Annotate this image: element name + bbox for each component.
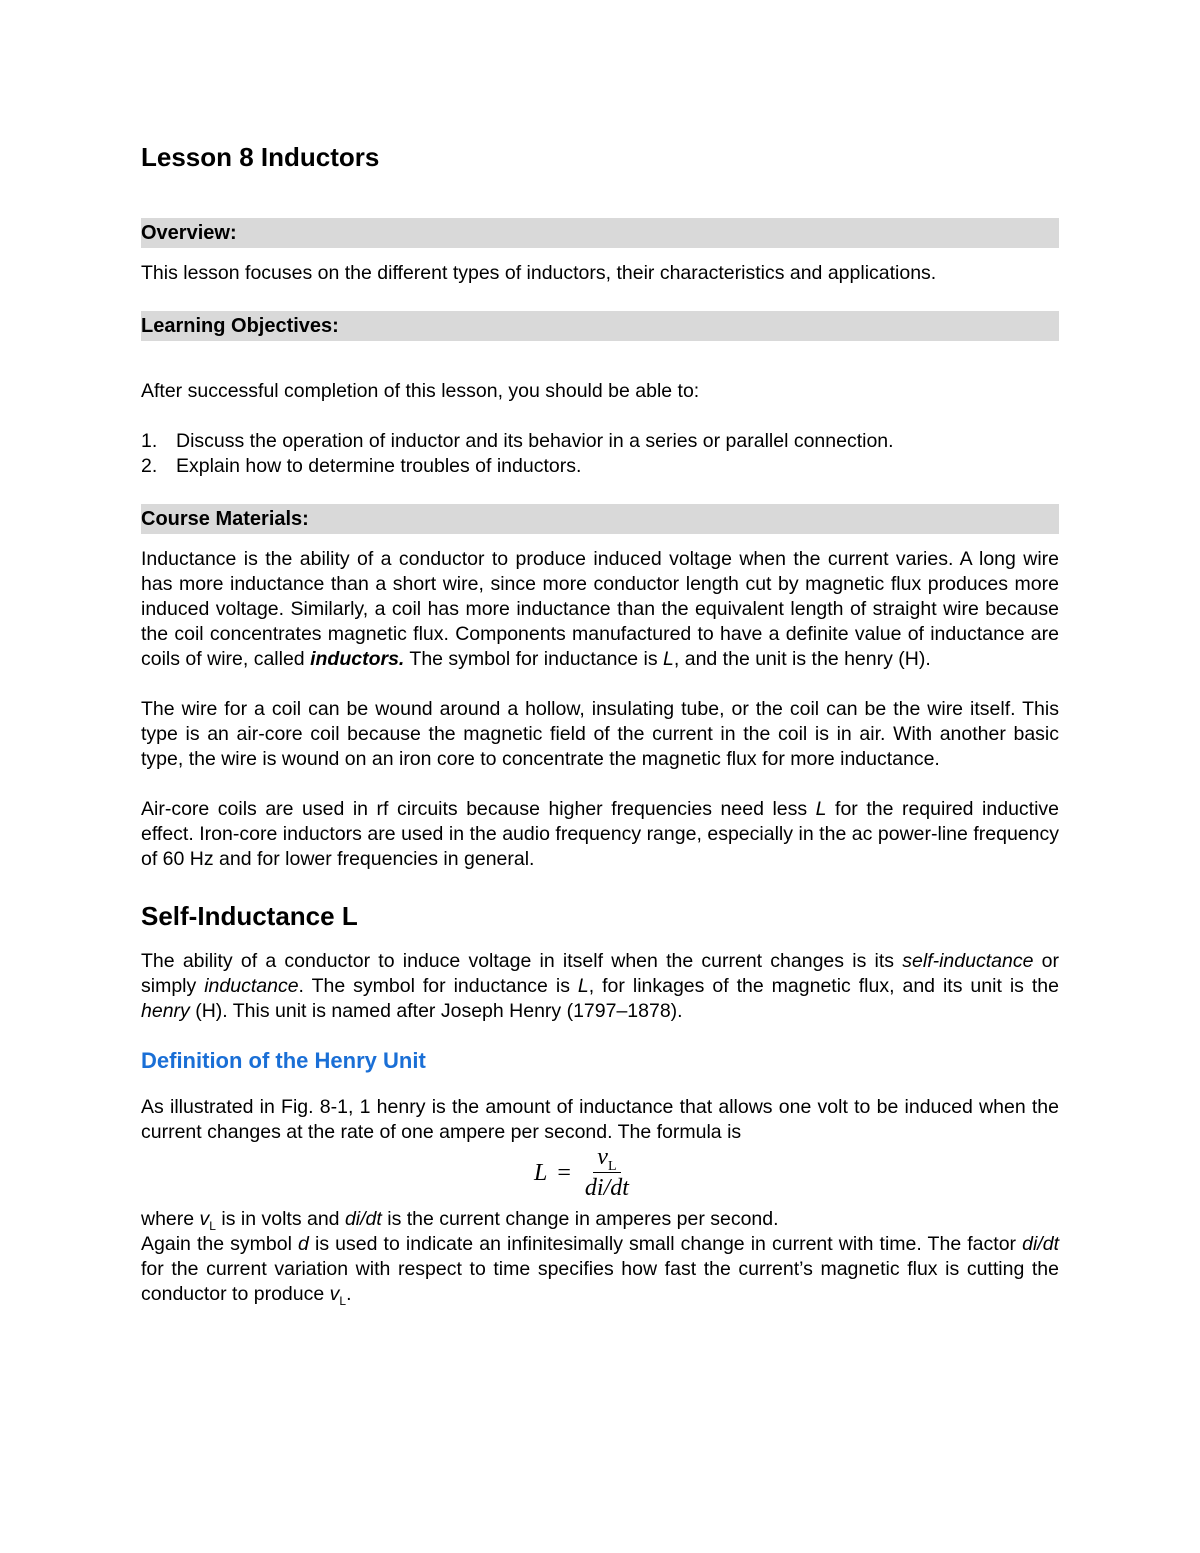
materials-paragraph-1: Inductance is the ability of a conductor to produce induced voltage when the current varies. A long wire has more inductance than a short wire, since more conductor length cut by magnetic flux produces more induced voltage. Similarly, a coil has more inductance than the equivalent length of straight wire because the coil concentrates magnetic flux. Components manufactured to have a definite value of inductance are coils of wire, called inductors. The symbol for inductance is L, and the unit is the henry (H). <box>141 548 1059 670</box>
list-item-text: Discuss the operation of inductor and its behavior in a series or parallel connection. <box>176 430 894 452</box>
henry-paragraph: As illustrated in Fig. 8-1, 1 henry is the amount of inductance that allows one volt to be induced when the current changes at the rate of one ampere per second. The formula is <box>141 1096 1059 1143</box>
self-inductance-paragraph: The ability of a conductor to induce voltage in itself when the current changes is its self-inductance or simply inductance. The symbol for inductance is L, for linkages of the magnetic flux, and its unit is the henry (H). This unit is named after Joseph Henry (1797–1878). <box>141 950 1059 1022</box>
materials-heading: Course Materials: <box>141 504 1059 534</box>
list-item-number: 1. <box>141 430 158 452</box>
formula-lhs: L <box>534 1159 548 1186</box>
materials-paragraph-2: The wire for a coil can be wound around a hollow, insulating tube, or the coil can be the wire itself. This type is an air-core coil because the magnetic field of the current in the coil is in air. With another basic type, the wire is wound on an iron core to concentrate the magnetic flux for more inductance. <box>141 698 1059 770</box>
list-item <box>141 429 1059 454</box>
overview-heading: Overview: <box>141 218 1059 248</box>
formula-numerator: $v_L$ <box>593 1144 620 1173</box>
objectives-intro: After successful completion of this lesson, you should be able to: <box>141 380 700 402</box>
objectives-list <box>141 429 1059 479</box>
overview-text: This lesson focuses on the different types of inductors, their characteristics and applications. <box>141 262 937 284</box>
page-title: Lesson 8 Inductors <box>141 142 380 172</box>
formula-denominator: di/dt <box>584 1175 629 1201</box>
list-item-text: Explain how to determine troubles of inductors. <box>176 455 582 477</box>
henry-unit-heading: Definition of the Henry Unit <box>141 1048 426 1073</box>
where-paragraph: where $v_L$ is in volts and di/dt is the current change in amperes per second. <box>141 1208 779 1233</box>
inductance-formula <box>141 1145 1059 1207</box>
objectives-heading: Learning Objectives: <box>141 311 1059 341</box>
formula-fraction <box>585 1144 629 1202</box>
list-item-number: 2. <box>141 455 158 477</box>
self-inductance-heading: Self-Inductance L <box>141 901 358 931</box>
document-content <box>141 140 1059 1307</box>
list-item <box>141 454 1059 479</box>
again-paragraph: Again the symbol d is used to indicate an infinitesimally small change in current with time. The factor di/dt for the current variation with respect to time specifies how fast the current’s magnetic flux is cutting the conductor to produce $v_L$. <box>141 1233 1059 1308</box>
formula-equals: = <box>557 1159 571 1186</box>
materials-paragraph-3: Air-core coils are used in rf circuits because higher frequencies need less L for the required inductive effect. Iron-core inductors are used in the audio frequency range, especially in the ac power-line frequency of 60 Hz and for lower frequencies in general. <box>141 798 1060 870</box>
